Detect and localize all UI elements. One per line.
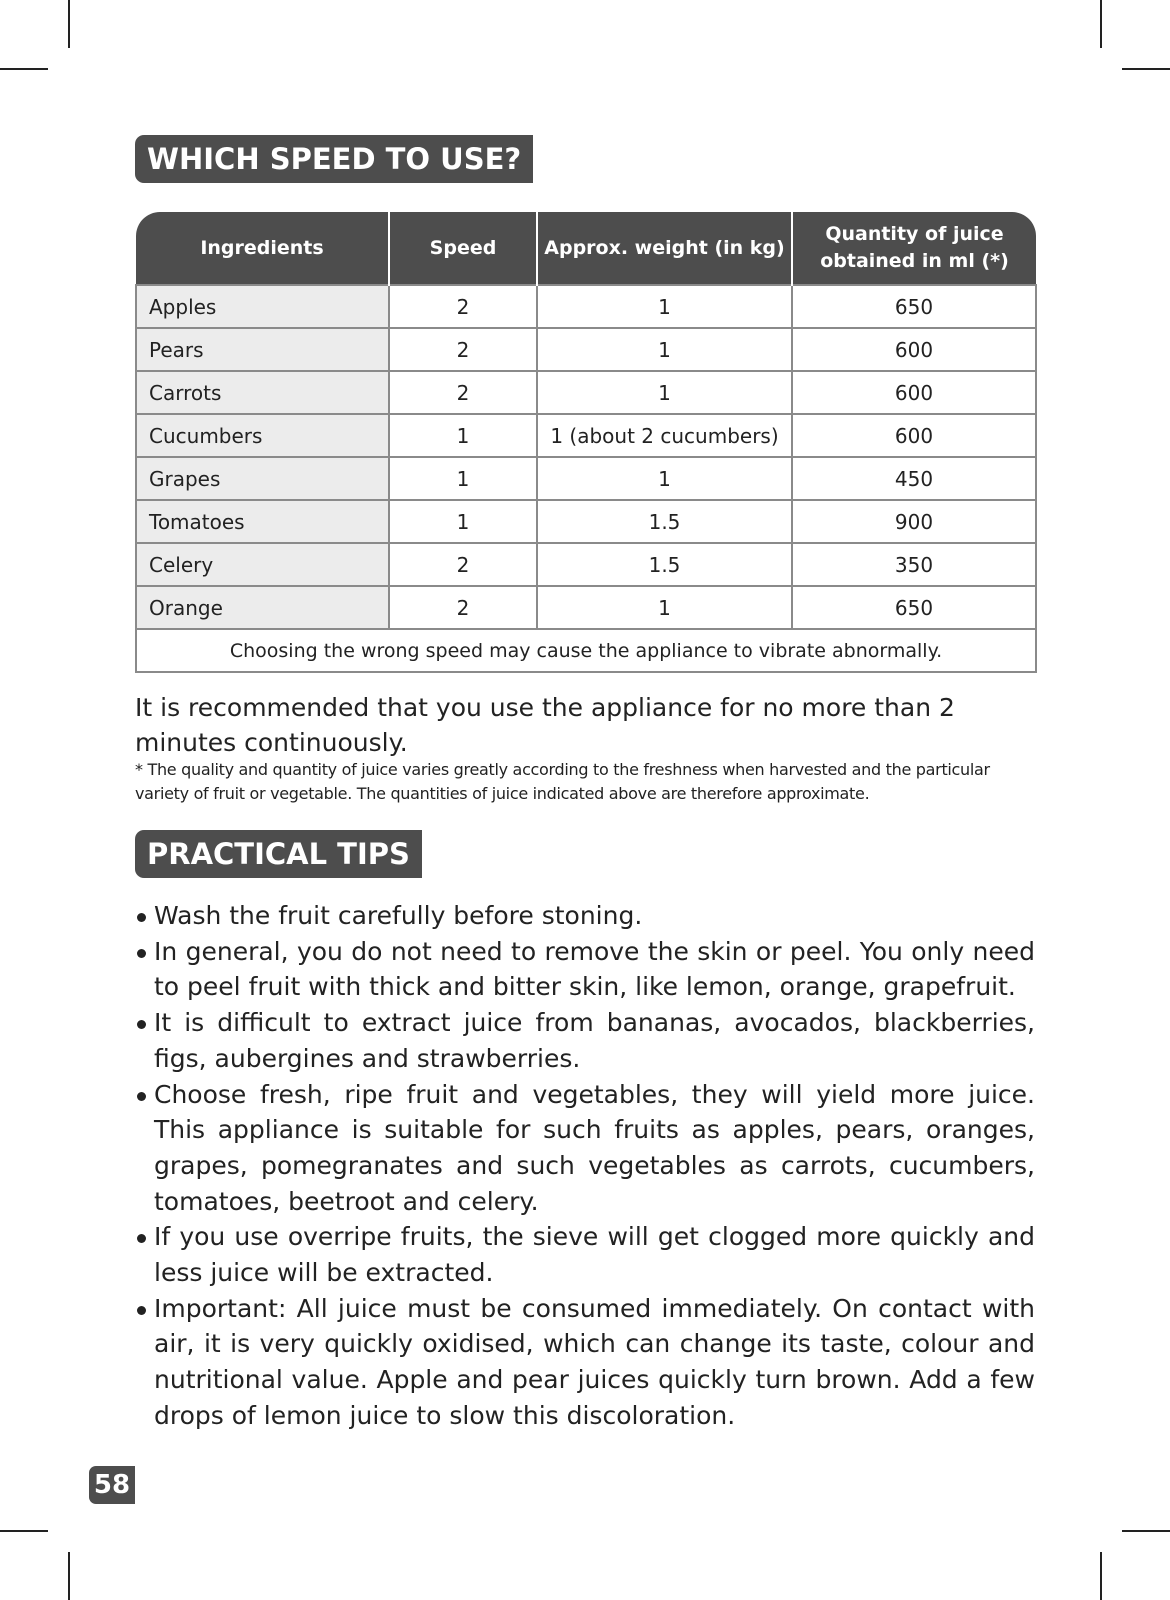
- ingredient-cell: Apples: [136, 285, 389, 328]
- speed-cell: 2: [389, 586, 537, 629]
- quantity-cell: 650: [792, 285, 1036, 328]
- crop-mark: [1100, 0, 1102, 48]
- tip-item: Wash the fruit carefully before stoning.: [135, 898, 1035, 934]
- weight-cell: 1: [537, 457, 792, 500]
- weight-cell: 1.5: [537, 543, 792, 586]
- table-row: [136, 543, 1036, 586]
- crop-mark: [1100, 1552, 1102, 1600]
- weight-cell: 1: [537, 586, 792, 629]
- usage-recommendation: It is recommended that you use the appliance for no more than 2 minutes continuously.: [135, 693, 955, 757]
- header-weight: Approx. weight (in kg): [537, 212, 792, 285]
- quantity-cell: 350: [792, 543, 1036, 586]
- header-juice-quantity: [792, 212, 1036, 285]
- ingredient-cell: Carrots: [136, 371, 389, 414]
- speed-cell: 2: [389, 371, 537, 414]
- speed-cell: 1: [389, 457, 537, 500]
- header-ingredients: Ingredients: [136, 212, 389, 285]
- quantity-cell: 600: [792, 371, 1036, 414]
- table-row: [136, 328, 1036, 371]
- weight-cell: 1: [537, 371, 792, 414]
- speed-cell: 1: [389, 414, 537, 457]
- table-row: [136, 586, 1036, 629]
- tip-item: If you use overripe fruits, the sieve will get clogged more quickly and less juice will be extracted.: [135, 1219, 1035, 1290]
- header-juice-quantity-text: Quantity of juice obtained in ml (*): [820, 223, 1009, 272]
- table-row: [136, 285, 1036, 328]
- ingredient-cell: Pears: [136, 328, 389, 371]
- weight-cell: 1.5: [537, 500, 792, 543]
- speed-cell: 2: [389, 543, 537, 586]
- ingredient-cell: Orange: [136, 586, 389, 629]
- crop-mark: [1122, 68, 1170, 70]
- weight-cell: 1 (about 2 cucumbers): [537, 414, 792, 457]
- quantity-cell: 450: [792, 457, 1036, 500]
- ingredient-cell: Celery: [136, 543, 389, 586]
- quantity-cell: 600: [792, 328, 1036, 371]
- speed-cell: 2: [389, 328, 537, 371]
- page-number: 58: [89, 1466, 135, 1504]
- weight-cell: 1: [537, 285, 792, 328]
- quantity-cell: 600: [792, 414, 1036, 457]
- ingredient-cell: Grapes: [136, 457, 389, 500]
- table-row: [136, 371, 1036, 414]
- footnote: * The quality and quantity of juice varies greatly according to the freshness when harvested and the particular variety of fruit or vegetable. The quantities of juice indicated above are therefore approximate.: [135, 760, 990, 803]
- crop-mark: [0, 68, 48, 70]
- tips-list: [135, 898, 1035, 1434]
- table-note-row: [136, 629, 1036, 672]
- crop-mark: [1122, 1530, 1170, 1532]
- ingredient-cell: Cucumbers: [136, 414, 389, 457]
- tip-item: In general, you do not need to remove the skin or peel. You only need to peel fruit with thick and bitter skin, like lemon, orange, grapefruit.: [135, 934, 1035, 1005]
- crop-mark: [68, 0, 70, 48]
- quantity-cell: 650: [792, 586, 1036, 629]
- crop-mark: [68, 1552, 70, 1600]
- header-speed: Speed: [389, 212, 537, 285]
- table-row: [136, 500, 1036, 543]
- quantity-cell: 900: [792, 500, 1036, 543]
- speed-cell: 2: [389, 285, 537, 328]
- tip-item: Important: All juice must be consumed immediately. On contact with air, it is very quickly oxidised, which can change its taste, colour and nutritional value. Apple and pear juices quickly turn brown. Add a few drops of lemon juice to slow this discoloration.: [135, 1291, 1035, 1434]
- table-header-row: [136, 212, 1036, 285]
- tip-item: It is difficult to extract juice from bananas, avocados, blackberries, figs, aubergines and strawberries.: [135, 1005, 1035, 1076]
- table-row: [136, 457, 1036, 500]
- speed-table: [135, 212, 1037, 673]
- tip-item: Choose fresh, ripe fruit and vegetables, they will yield more juice. This appliance is suitable for such fruits as apples, pears, oranges, grapes, pomegranates and such vegetables as carrots, cucumbers, tomatoes, beetroot and celery.: [135, 1077, 1035, 1220]
- crop-mark: [0, 1530, 48, 1532]
- speed-section-heading: WHICH SPEED TO USE?: [135, 135, 533, 183]
- ingredient-cell: Tomatoes: [136, 500, 389, 543]
- table-note: Choosing the wrong speed may cause the appliance to vibrate abnormally.: [136, 629, 1036, 672]
- speed-cell: 1: [389, 500, 537, 543]
- tips-section-heading: PRACTICAL TIPS: [135, 830, 422, 878]
- weight-cell: 1: [537, 328, 792, 371]
- table-row: [136, 414, 1036, 457]
